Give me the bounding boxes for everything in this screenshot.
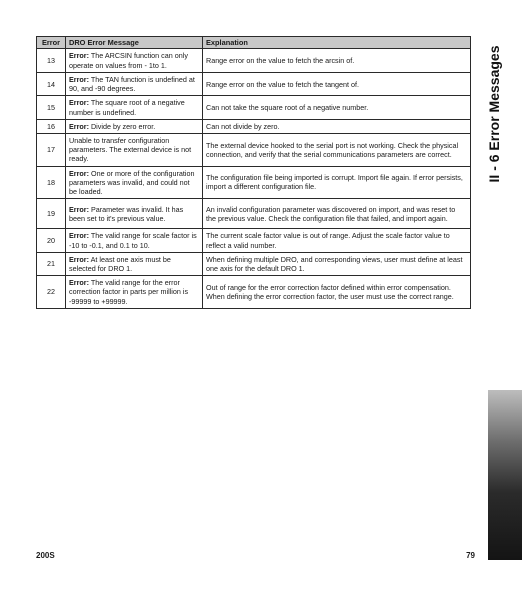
error-explanation: Can not take the square root of a negative number.	[203, 96, 471, 119]
error-message	[66, 166, 203, 199]
table-row	[37, 72, 471, 95]
error-message	[66, 49, 203, 72]
error-number: 19	[37, 199, 66, 229]
error-explanation: When defining multiple DRO, and corresponding views, user must define at least one axis for the default DRO 1.	[203, 252, 471, 275]
section-tab-marker	[488, 390, 522, 560]
error-number: 22	[37, 276, 66, 309]
error-explanation: The configuration file being imported is corrupt. Import file again. If error persists, import a different configuration file.	[203, 166, 471, 199]
error-explanation: Can not divide by zero.	[203, 119, 471, 133]
error-message-text: The TAN function is undefined at 90, and -90 degrees.	[69, 74, 195, 94]
table-header-row	[37, 37, 471, 49]
error-number: 21	[37, 252, 66, 275]
error-number: 20	[37, 229, 66, 252]
error-message-text: Unable to transfer configuration parameters. The external device is not ready.	[69, 136, 192, 164]
error-message-text: The valid range for the error correction factor in parts per million is -99999 to +99999.	[69, 278, 189, 306]
section-title-vertical	[476, 34, 512, 194]
error-explanation: The current scale factor value is out of range. Adjust the scale factor value to reflect a valid number.	[203, 229, 471, 252]
error-explanation: The external device hooked to the serial port is not working. Check the physical connection, and verify that the serial communications parameters are correct.	[203, 134, 471, 167]
error-label: Error:	[69, 98, 89, 108]
error-explanation: Range error on the value to fetch the arcsin of.	[203, 49, 471, 72]
error-message	[66, 134, 203, 167]
error-explanation: Range error on the value to fetch the tangent of.	[203, 72, 471, 95]
error-message	[66, 229, 203, 252]
error-label: Error:	[69, 204, 89, 214]
table-row	[37, 96, 471, 119]
header-explanation: Explanation	[203, 37, 471, 49]
error-number: 16	[37, 119, 66, 133]
footer-model: 200S	[36, 551, 55, 560]
error-message-text: One or more of the configuration parameters was invalid, and could not be loaded.	[69, 168, 195, 197]
table-row	[37, 252, 471, 275]
error-label: Error:	[69, 74, 89, 84]
error-label: Error:	[69, 168, 89, 178]
table-row	[37, 199, 471, 229]
error-message-text: The ARCSIN function can only operate on values from - 1to 1.	[69, 51, 188, 70]
error-message	[66, 72, 203, 95]
error-number: 13	[37, 49, 66, 72]
error-message	[66, 119, 203, 133]
error-message-text: The square root of a negative number is undefined.	[69, 98, 185, 117]
table-row	[37, 276, 471, 309]
header-dro-error-message: DRO Error Message	[66, 37, 203, 49]
header-error: Error	[37, 37, 66, 49]
table-row	[37, 134, 471, 167]
error-messages-table	[36, 36, 471, 309]
error-message-text: Divide by zero error.	[90, 121, 156, 131]
error-explanation: An invalid configuration parameter was discovered on import, and was reset to the previous value. Check the configuration file that failed, and import again.	[203, 199, 471, 229]
table-row	[37, 49, 471, 72]
error-message-text: Parameter was invalid. It has been set to it's previous value.	[69, 204, 184, 223]
error-label: Error:	[69, 51, 89, 61]
error-message	[66, 276, 203, 309]
error-label: Error:	[69, 254, 89, 264]
section-title-text: II - 6 Error Messages	[486, 45, 502, 183]
error-number: 17	[37, 134, 66, 167]
error-label: Error:	[69, 231, 89, 241]
error-message	[66, 252, 203, 275]
error-number: 15	[37, 96, 66, 119]
error-message	[66, 199, 203, 229]
error-label: Error:	[69, 121, 89, 131]
error-number: 18	[37, 166, 66, 199]
error-number: 14	[37, 72, 66, 95]
error-message-text: At least one axis must be selected for DRO 1.	[69, 254, 171, 273]
table-row	[37, 119, 471, 133]
error-message	[66, 96, 203, 119]
footer-page-number: 79	[466, 551, 475, 560]
table-row	[37, 166, 471, 199]
error-label: Error:	[69, 278, 89, 288]
table-row	[37, 229, 471, 252]
error-message-text: The valid range for scale factor is -10 to -0.1, and 0.1 to 10.	[69, 231, 197, 250]
error-explanation: Out of range for the error correction factor defined within error compensation. When defining the error correction factor, the user must use the correct range.	[203, 276, 471, 309]
